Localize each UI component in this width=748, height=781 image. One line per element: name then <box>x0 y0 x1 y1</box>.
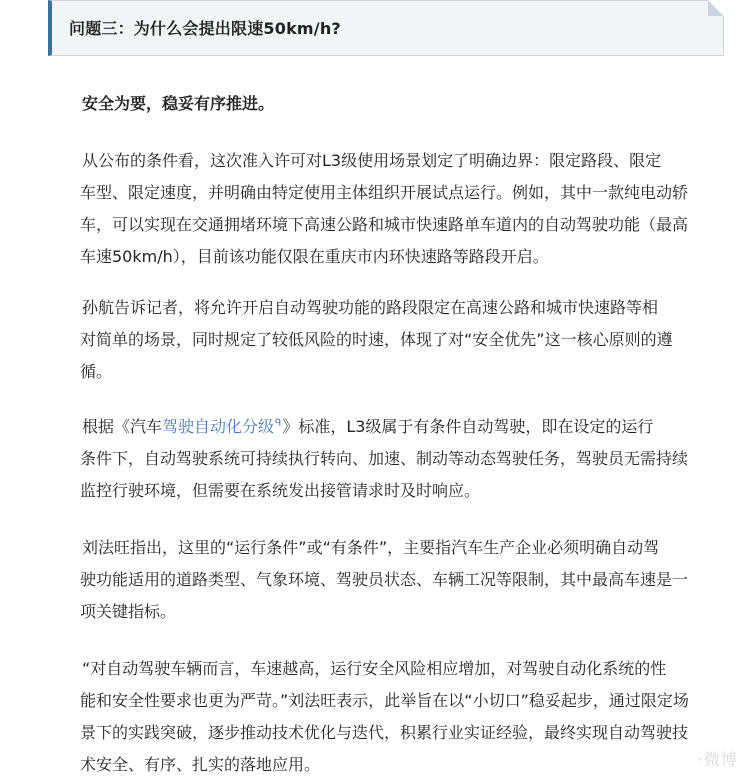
paragraph-line: 车速50km/h），目前该功能仅限在重庆市内环快速路等路段开启。 <box>80 247 549 266</box>
paragraph-line: “对自动驾驶车辆而言，车速越高，运行安全风险相应增加，对驾驶自动化系统的性 <box>82 659 667 678</box>
paragraph-sun-hang <box>82 292 732 388</box>
paragraph-line: 监控行驶环境，但需要在系统发出接管请求时及时响应。 <box>80 481 481 500</box>
paragraph-line: 车，可以实现在交通拥堵环境下高速公路和城市快速路单车道内的自动驾驶功能（最高 <box>80 215 689 234</box>
paragraph-line: 循。 <box>80 362 113 381</box>
paragraph-line <box>82 411 732 443</box>
search-link-icon[interactable]: ᑫ <box>275 418 282 429</box>
lead-sentence: 安全为要，稳妥有序推进。 <box>82 94 275 113</box>
paragraph-line: 驶功能适用的道路类型、气象环境、驾驶员状态、车辆工况等限制，其中最高车速是一 <box>80 570 689 589</box>
paragraph-line: 车型、限定速度，并明确由特定使用主体组织开展试点运行。例如，其中一款纯电动轿 <box>80 183 689 202</box>
standard-link[interactable]: 驾驶自动化分级 <box>162 417 275 436</box>
paragraph-line: 术安全、有序、扎实的落地应用。 <box>80 755 321 774</box>
text-segment: 根据《汽车 <box>82 417 163 436</box>
paragraph-liu-fawang <box>82 532 732 628</box>
paragraph-line: 孙航告诉记者，将允许开启自动驾驶功能的路段限定在高速公路和城市快速路等相 <box>82 298 659 317</box>
text-segment: 》标准，L3级属于有条件自动驾驶，即在设定的运行 <box>282 417 654 436</box>
question-title: 问题三：为什么会提出限速50km/h? <box>69 19 341 38</box>
weibo-watermark: ·微博 <box>697 750 738 769</box>
paragraph-line: 条件下，自动驾驶系统可持续执行转向、加速、制动等动态驾驶任务，驾驶员无需持续 <box>80 449 689 468</box>
paragraph-line: 从公布的条件看，这次准入许可对L3级使用场景划定了明确边界：限定路段、限定 <box>82 151 662 170</box>
paragraph-line: 能和安全性要求也更为严苛。”刘法旺表示，此举旨在以“小切口”稳妥起步，通过限定场 <box>80 691 689 710</box>
paragraph-line: 景下的实践突破，逐步推动技术优化与迭代，积累行业实证经验，最终实现自动驾驶技 <box>80 723 689 742</box>
folded-corner-icon <box>708 0 724 16</box>
paragraph-line: 刘法旺指出，这里的“运行条件”或“有条件”，主要指汽车生产企业必须明确自动驾 <box>82 538 660 557</box>
paragraph-standard <box>82 411 732 507</box>
paragraph-conditions <box>82 145 732 273</box>
question-box <box>48 0 724 56</box>
paragraph-line: 项关键指标。 <box>80 602 177 621</box>
paragraph-line: 对简单的场景，同时规定了较低风险的时速，体现了对“安全优先”这一核心原则的遵 <box>80 330 673 349</box>
paragraph-quote <box>82 653 732 781</box>
